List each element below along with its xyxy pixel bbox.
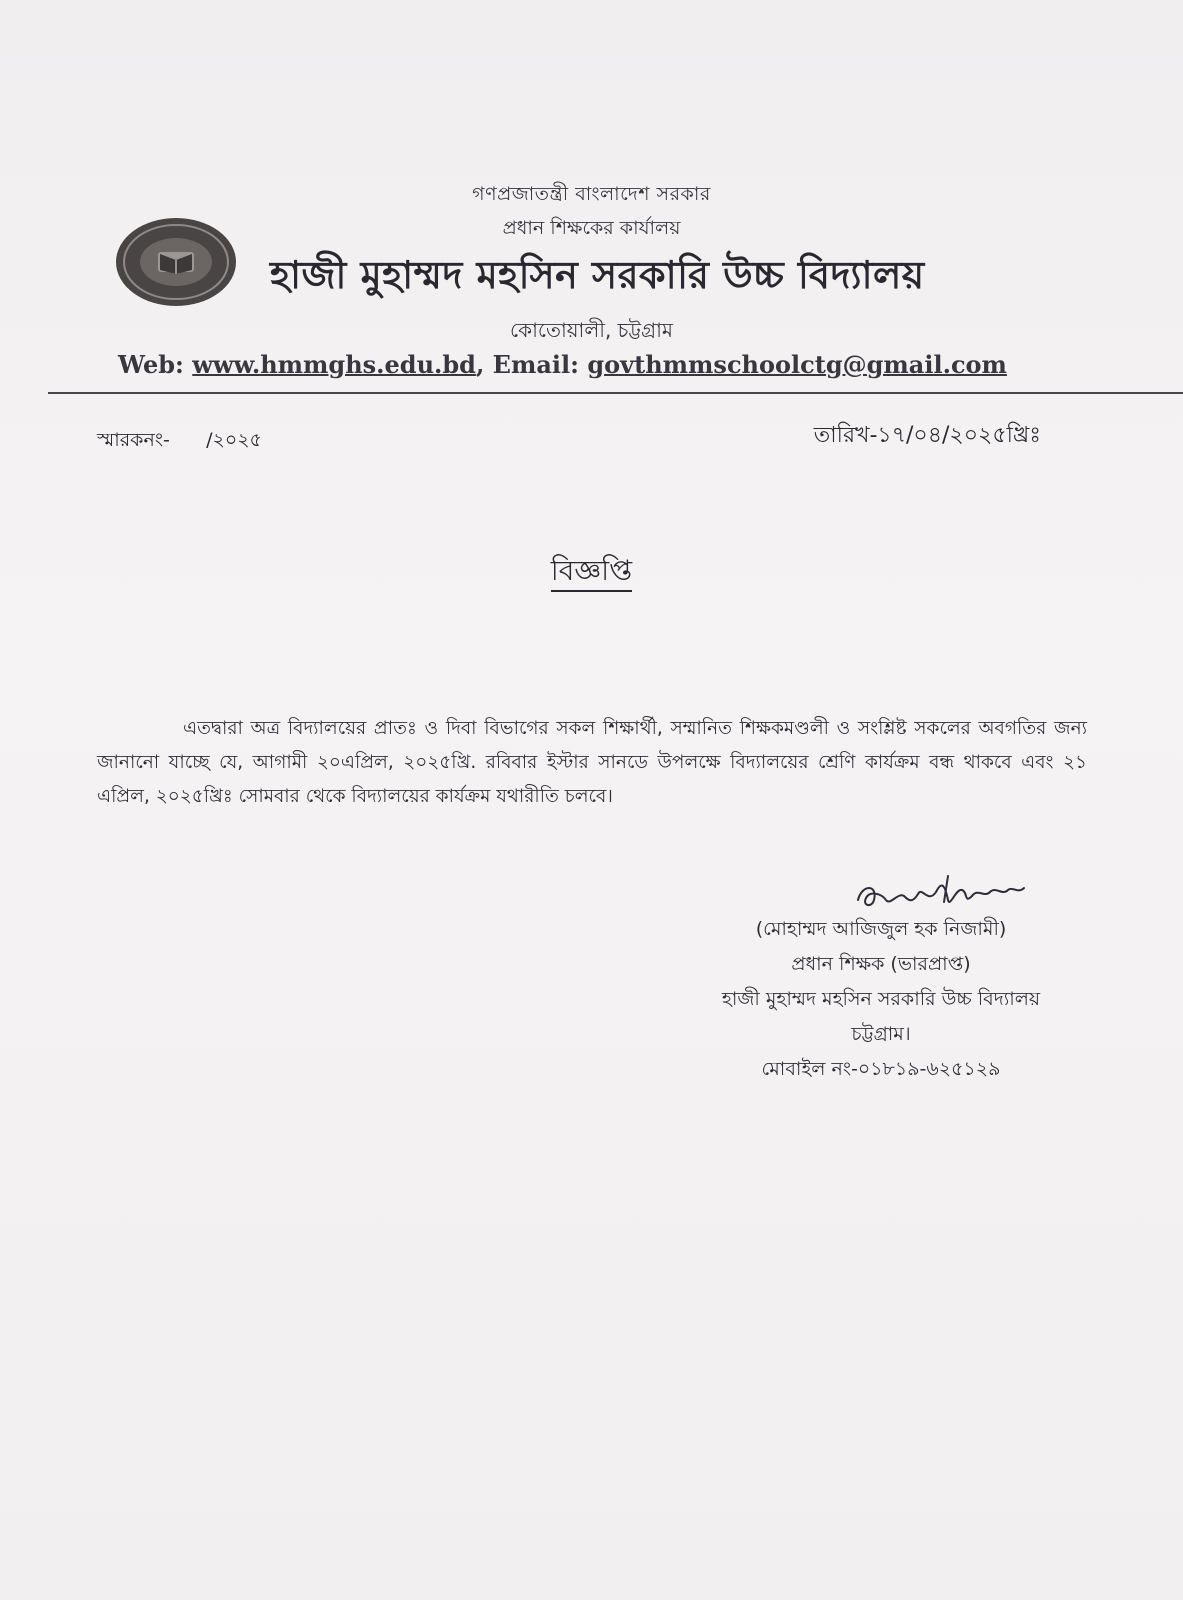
office-line: প্রধান শিক্ষকের কার্যালয় bbox=[502, 217, 681, 239]
government-line: গণপ্রজাতন্ত্রী বাংলাদেশ সরকার bbox=[472, 183, 711, 205]
email-label: Email: bbox=[492, 350, 580, 379]
signatory-mobile: মোবাইল নং-০১৮১৯-৬২৫১২৯ bbox=[761, 1058, 1001, 1080]
notice-title-wrap bbox=[0, 549, 1183, 596]
handwritten-signature bbox=[852, 870, 1042, 916]
contact-line bbox=[118, 350, 1007, 379]
header-divider bbox=[48, 392, 1183, 394]
comma: , bbox=[475, 350, 493, 379]
web-label: Web: bbox=[118, 350, 184, 379]
signatory-block bbox=[661, 912, 1101, 1087]
website-link[interactable]: www.hmmghs.edu.bd bbox=[192, 350, 476, 379]
signatory-designation: প্রধান শিক্ষক (ভারপ্রাপ্ত) bbox=[791, 953, 971, 975]
location-line: কোতোয়ালী, চট্টগ্রাম bbox=[510, 318, 673, 342]
school-name: হাজী মুহাম্মদ মহসিন সরকারি উচ্চ বিদ্যালয় bbox=[270, 253, 925, 297]
signatory-name: (মোহাম্মদ আজিজুল হক নিজামী) bbox=[755, 918, 1007, 940]
signatory-school: হাজী মুহাম্মদ মহসিন সরকারি উচ্চ বিদ্যালয় bbox=[721, 988, 1041, 1010]
memo-date: তারিখ-১৭/০৪/২০২৫খ্রিঃ bbox=[813, 423, 1041, 448]
memo-reference: স্মারকনং- /২০২৫ bbox=[97, 429, 262, 451]
signatory-city: চট্টগ্রাম। bbox=[851, 1023, 911, 1045]
notice-title: বিজ্ঞপ্তি bbox=[551, 554, 632, 592]
email-link[interactable]: govthmmschoolctg@gmail.com bbox=[587, 350, 1007, 379]
notice-body: এতদ্বারা অত্র বিদ্যালয়ের প্রাতঃ ও দিবা বিভাগের সকল শিক্ষার্থী, সম্মানিত শিক্ষকমণ্ডলী ও সংশ্লিষ্ট সকলের অবগতির জন্য জানানো যাচ্ছে যে, আগামী ২০এপ্রিল, ২০২৫খ্রি. রবিবার ইস্টার সানডে উপলক্ষে বিদ্যালয়ের শ্রেণি কার্যক্রম বন্ধ থাকবে এবং ২১ এপ্রিল, ২০২৫খ্রিঃ সোমবার থেকে বিদ্যালয়ের কার্যক্রম যথারীতি চলবে। bbox=[97, 718, 1087, 807]
